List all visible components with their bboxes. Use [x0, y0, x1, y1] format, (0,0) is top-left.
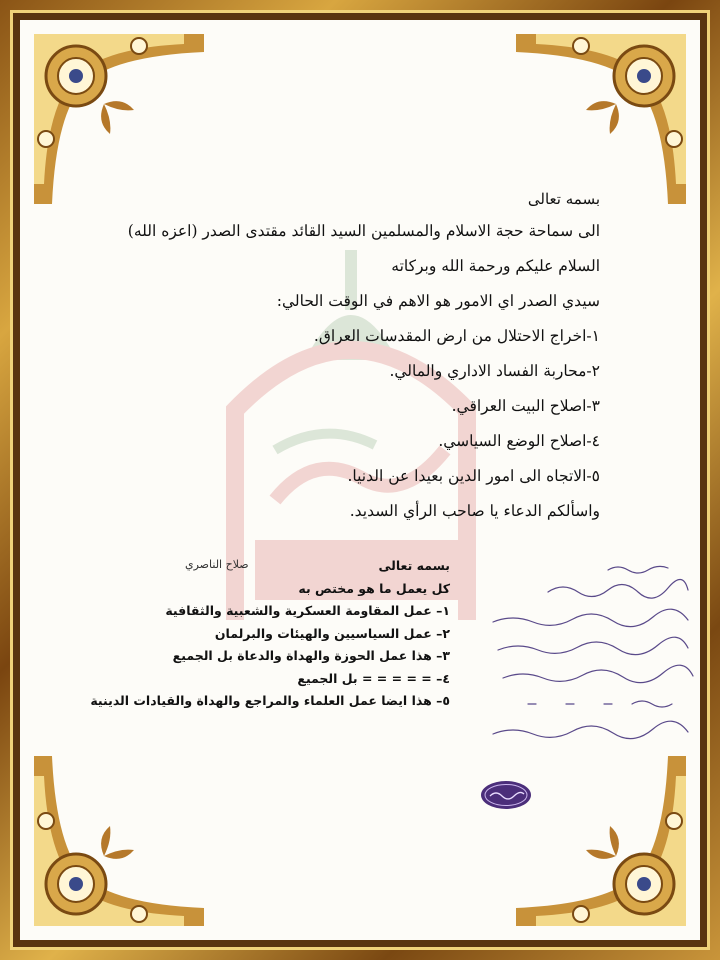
ornamental-corner-icon — [516, 34, 686, 204]
letter-greeting: السلام عليكم ورحمة الله وبركاته — [391, 257, 600, 275]
ornamental-corner-icon — [516, 756, 686, 926]
reply-item: ٣– هذا عمل الحوزة والهداة والدعاة بل الجميع — [172, 648, 450, 663]
handwritten-reply — [488, 560, 698, 760]
letter-addressee: الى سماحة حجة الاسلام والمسلمين السيد القائد مقتدى الصدر (اعزه الله) — [127, 222, 600, 240]
letter-item: ١-اخراج الاحتلال من ارض المقدسات العراق. — [313, 327, 600, 345]
seal-stamp-icon — [480, 780, 532, 810]
letter-body — [120, 190, 600, 535]
letter-item: ٥-الاتجاه الى امور الدين بعيدا عن الدنيا. — [347, 467, 600, 485]
reply-item: ٥– هذا ايضا عمل العلماء والمراجع والهداة والقيادات الدينية — [90, 693, 450, 708]
ornamental-corner-icon — [34, 756, 204, 926]
reply-item: ٢– عمل السياسيين والهيئات والبرلمان — [214, 625, 450, 641]
letter-question-intro: سيدي الصدر اي الامور هو الاهم في الوقت الحالي: — [276, 292, 600, 310]
reply-intro: كل يعمل ما هو مختص به — [298, 580, 450, 596]
letter-paper — [20, 20, 700, 940]
letter-closing: واسألكم الدعاء يا صاحب الرأي السديد. — [349, 502, 600, 520]
reply-item: ١– عمل المقاومة العسكرية والشعبية والثقافية — [165, 603, 450, 618]
reply-item: ٤– = = = = = بل الجميع — [297, 670, 450, 686]
letter-item: ٢-محاربة الفساد الاداري والمالي. — [389, 362, 600, 380]
ornamental-corner-icon — [34, 34, 204, 204]
letter-item: ٣-اصلاح البيت العراقي. — [451, 397, 600, 415]
letter-basmala: بسمه تعالى — [527, 190, 600, 208]
letter-item: ٤-اصلاح الوضع السياسي. — [438, 432, 600, 450]
sender-name: صلاح الناصري — [185, 558, 249, 571]
reply-basmala: بسمه تعالى — [378, 558, 450, 573]
reply-transcription — [50, 555, 450, 713]
